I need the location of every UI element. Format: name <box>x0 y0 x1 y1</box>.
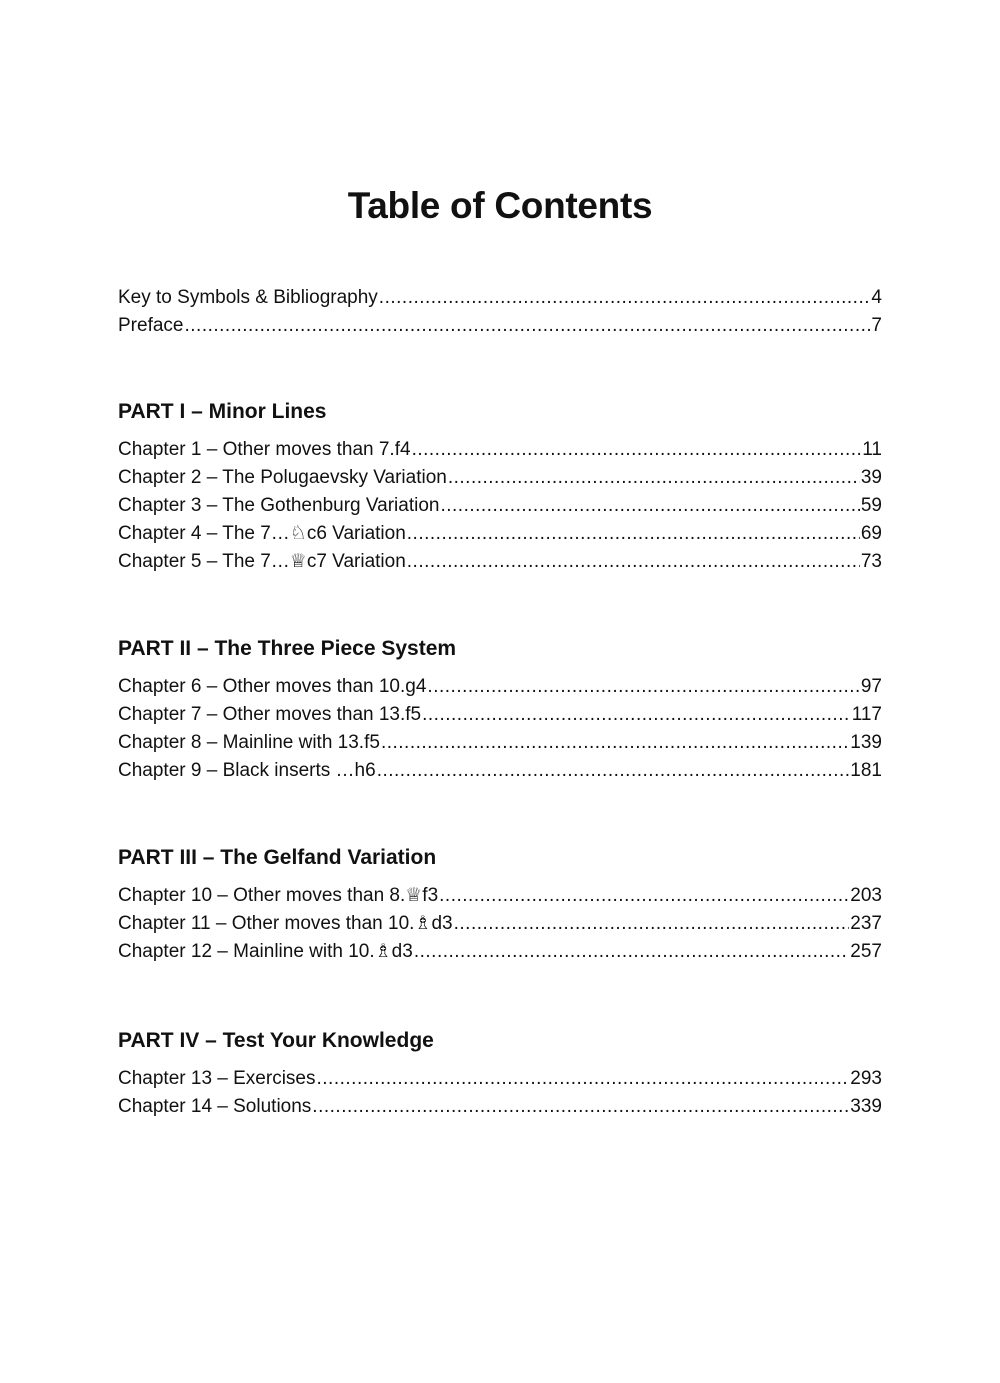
toc-entry[interactable] <box>118 757 882 785</box>
toc-entry[interactable] <box>118 520 882 548</box>
toc-entry[interactable] <box>118 548 882 576</box>
toc-entry-label: Chapter 1 – Other moves than 7.f4 <box>118 439 411 460</box>
toc-dot-leader <box>381 729 849 757</box>
toc-entry[interactable] <box>118 1065 882 1093</box>
toc-dot-leader <box>412 436 862 464</box>
toc-dot-leader <box>427 673 859 701</box>
toc-entry[interactable] <box>118 701 882 729</box>
part-section-1 <box>118 397 882 576</box>
toc-entry-page: 4 <box>871 287 882 308</box>
toc-dot-leader <box>184 312 870 340</box>
toc-entry[interactable] <box>118 882 882 910</box>
toc-entry-page: 339 <box>850 1096 882 1117</box>
toc-entry-page: 69 <box>860 523 882 544</box>
toc-dot-leader <box>440 492 859 520</box>
toc-entry[interactable] <box>118 312 882 340</box>
toc-entry[interactable] <box>118 673 882 701</box>
toc-dot-leader <box>407 548 860 576</box>
toc-entry-page: 257 <box>850 941 882 962</box>
toc-entry-label: Chapter 7 – Other moves than 13.f5 <box>118 704 422 725</box>
toc-entry-label: Chapter 2 – The Polugaevsky Variation <box>118 467 447 488</box>
toc-entry[interactable] <box>118 284 882 312</box>
toc-entry-page: 59 <box>860 495 882 516</box>
toc-entry[interactable] <box>118 492 882 520</box>
part-section-2 <box>118 634 882 785</box>
toc-entry-page: 237 <box>850 913 882 934</box>
toc-dot-leader <box>414 938 849 966</box>
toc-entry-label: Chapter 4 – The 7…♘c6 Variation <box>118 523 406 544</box>
toc-entry-label: Key to Symbols & Bibliography <box>118 287 378 308</box>
toc-entry[interactable] <box>118 910 882 938</box>
toc-entry-label: Preface <box>118 315 184 336</box>
toc-dot-leader <box>454 910 850 938</box>
front-matter-list <box>118 284 882 340</box>
toc-dot-leader <box>312 1093 849 1121</box>
toc-entry-page: 7 <box>871 315 882 336</box>
toc-dot-leader <box>448 464 860 492</box>
toc-entry[interactable] <box>118 1093 882 1121</box>
part-section-3 <box>118 843 882 966</box>
toc-entry-label: Chapter 13 – Exercises <box>118 1068 316 1089</box>
toc-entry-label: Chapter 14 – Solutions <box>118 1096 312 1117</box>
toc-entry-page: 117 <box>851 704 882 725</box>
toc-entry[interactable] <box>118 464 882 492</box>
toc-dot-leader <box>317 1065 850 1093</box>
toc-dot-leader <box>422 701 851 729</box>
toc-entry-label: Chapter 9 – Black inserts …h6 <box>118 760 376 781</box>
page-title: Table of Contents <box>347 185 653 226</box>
part-heading: PART I – Minor Lines <box>118 400 327 423</box>
part-heading: PART IV – Test Your Knowledge <box>118 1029 434 1052</box>
toc-entry[interactable] <box>118 938 882 966</box>
toc-entry-label: Chapter 8 – Mainline with 13.f5 <box>118 732 380 753</box>
toc-entry-page: 293 <box>850 1068 882 1089</box>
toc-entry-label: Chapter 12 – Mainline with 10.♗d3 <box>118 941 413 962</box>
toc-entry-page: 203 <box>850 885 882 906</box>
toc-entry-page: 181 <box>850 760 882 781</box>
toc-entry-label: Chapter 10 – Other moves than 8.♕f3 <box>118 885 439 906</box>
toc-dot-leader <box>379 284 871 312</box>
toc-entry-page: 73 <box>860 551 882 572</box>
toc-entry-label: Chapter 11 – Other moves than 10.♗d3 <box>118 913 453 934</box>
toc-entry-page: 39 <box>860 467 882 488</box>
toc-entry-label: Chapter 6 – Other moves than 10.g4 <box>118 676 427 697</box>
toc-entry-label: Chapter 3 – The Gothenburg Variation <box>118 495 440 516</box>
part-heading: PART III – The Gelfand Variation <box>118 846 437 869</box>
toc-entry-page: 97 <box>860 676 882 697</box>
toc-entry[interactable] <box>118 729 882 757</box>
toc-entry[interactable] <box>118 436 882 464</box>
part-section-4 <box>118 1026 882 1121</box>
toc-entry-page: 139 <box>850 732 882 753</box>
toc-dot-leader <box>407 520 860 548</box>
toc-dot-leader <box>439 882 849 910</box>
part-heading: PART II – The Three Piece System <box>118 637 457 660</box>
toc-entry-label: Chapter 5 – The 7…♕c7 Variation <box>118 551 406 572</box>
toc-entry-page: 11 <box>862 439 882 460</box>
toc-dot-leader <box>377 757 850 785</box>
